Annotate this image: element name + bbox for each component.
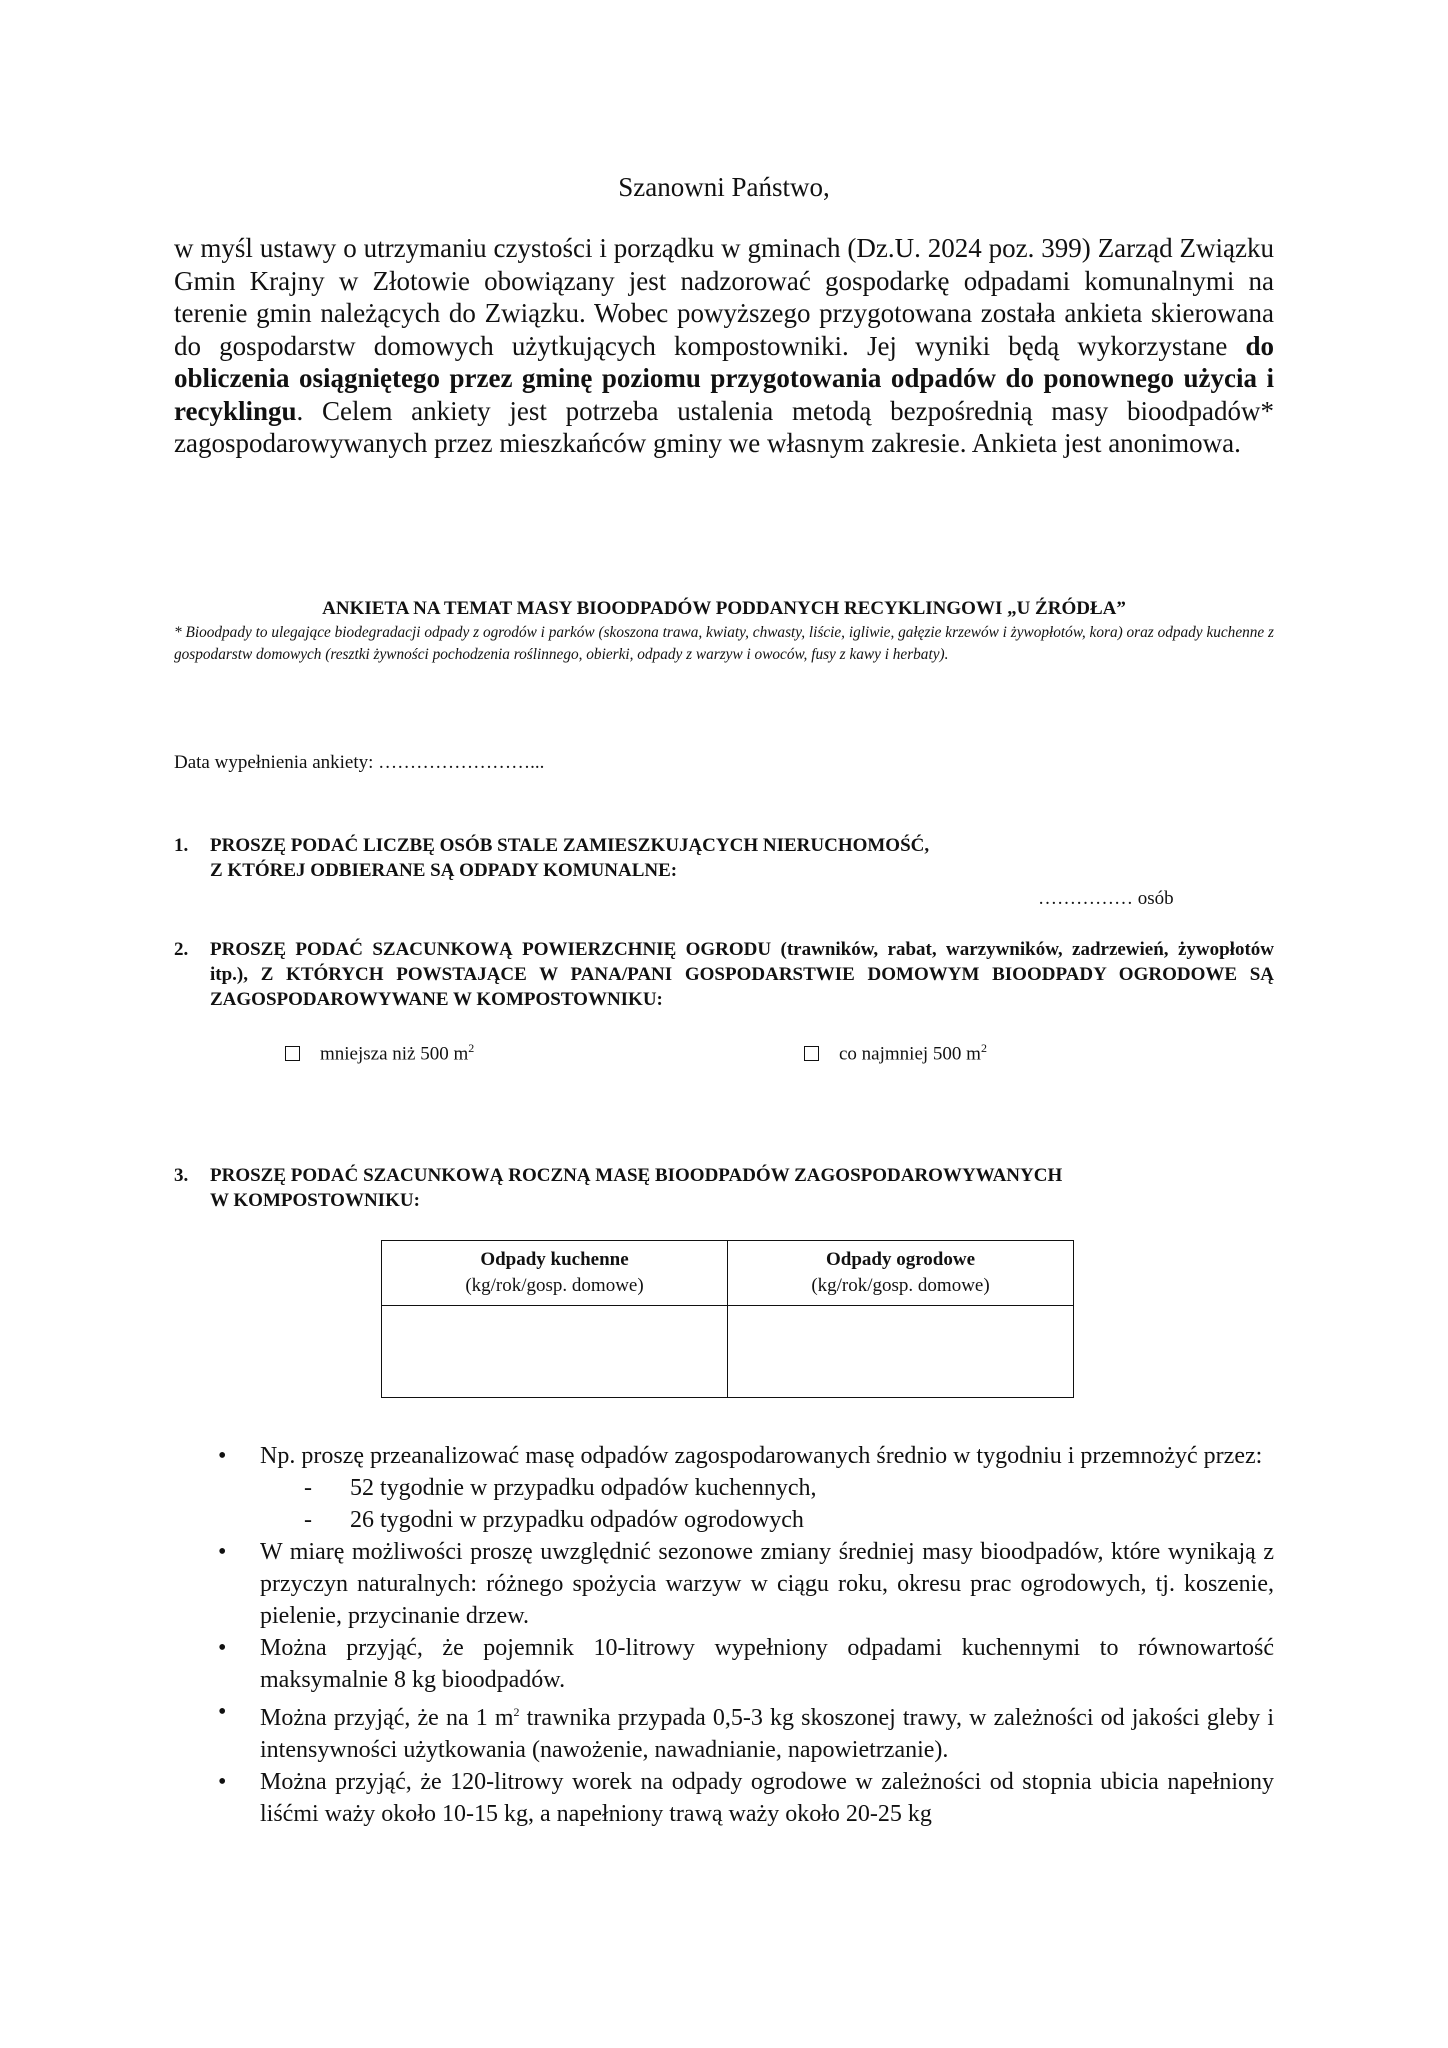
option-label-text: co najmniej 500 m [839,1043,981,1065]
intro-paragraph [174,232,1274,460]
tip-text-part: trawnika przypada 0,5-3 kg skoszonej trawy, w zależności od jakości gleby i intensywności użytkowania (nawożenie, nawadnianie, napowietrzanie). [260,1705,1274,1763]
tip-text: 26 tygodni w przypadku odpadów ogrodowych [350,1507,804,1533]
bullet: • [218,1769,227,1795]
dash: - [304,1507,312,1533]
sub-list-item [174,1472,1274,1504]
option-at-least-500[interactable] [804,1041,987,1065]
intro-text-bold: do obliczenia osiągniętego przez gminę poziomu przygotowania odpadów do ponownego użycia i recyklingu [174,330,1274,426]
dash: - [304,1475,312,1501]
checkbox[interactable] [285,1046,300,1061]
question-text [210,833,1274,883]
bioodpady-footnote: * Bioodpady to ulegające biodegradacji odpady z ogrodów i parków (skoszona trawa, kwiaty, chwasty, liście, igliwie, gałęzie krzewów i żywopłotów, kora) oraz odpady kuchenne z gospodarstw domowych (resztki żywności pochodzenia roślinnego, obierki, odpady z warzyw i owoców, fusy z kawy i herbaty). [174,624,1274,663]
question-text-line: PROSZĘ PODAĆ LICZBĘ OSÓB STALE ZAMIESZKUJĄCYCH NIERUCHOMOŚĆ, [210,835,930,856]
list-item [174,1696,1274,1766]
persons-count-field[interactable]: …………… osób [1038,888,1174,909]
unit-superscript: 2 [468,1041,475,1055]
kitchen-waste-input-cell[interactable] [382,1306,728,1398]
question-number: 2. [174,939,189,960]
bullet: • [218,1443,227,1469]
question-text-line: W KOMPOSTOWNIKU: [210,1190,420,1211]
list-item [174,1632,1274,1696]
question-number: 1. [174,835,189,856]
tip-text: W miarę możliwości proszę uwzględnić sezonowe zmiany średniej masy bioodpadów, które wynikają z przyczyn naturalnych: różnego spożycia warzyw w ciągu roku, okresu prac ogrodowych, tj. koszenie, pielenie, przycinanie drzew. [260,1539,1274,1629]
list-item [174,1536,1274,1632]
header-title: Odpady ogrodowe [825,1249,976,1270]
header-unit: (kg/rok/gosp. domowe) [811,1275,990,1296]
sub-list-item [174,1504,1274,1536]
survey-title: ANKIETA NA TEMAT MASY BIOODPADÓW PODDANYCH RECYKLINGOWI „U ŹRÓDŁA” [322,598,1126,619]
question-2 [174,937,1274,1012]
tip-text [260,1705,1274,1763]
option-label-text: mniejsza niż 500 m [320,1043,469,1065]
question-text-line: Z KTÓREJ ODBIERANE SĄ ODPADY KOMUNALNE: [210,860,678,881]
bullet: • [218,1699,227,1725]
fill-date-field[interactable]: Data wypełnienia ankiety: ……………………... [174,752,545,773]
unit-superscript: 2 [513,1705,520,1719]
tip-text: 52 tygodnie w przypadku odpadów kuchennych, [350,1475,817,1501]
intro-text-part1: w myśl ustawy o utrzymaniu czystości i porządku w gminach (Dz.U. 2024 poz. 399) Zarząd Związku Gmin Krajny w Złotowie obowiązany jest nadzorować gospodarkę odpadami komunalnymi na terenie gmin należących do Związku. Wobec powyższego przygotowana została ankieta skierowana do gospodarstw domowych użytkujących kompostowniki. Jej wyniki będą wykorzystane [174,233,1274,361]
question-text-line: PROSZĘ PODAĆ SZACUNKOWĄ ROCZNĄ MASĘ BIOODPADÓW ZAGOSPODAROWYWANYCH [210,1165,1063,1186]
tip-text: Można przyjąć, że pojemnik 10-litrowy wypełniony odpadami kuchennymi to równowartość maksymalnie 8 kg bioodpadów. [260,1635,1274,1693]
tip-text-part: Można przyjąć, że na 1 m [260,1705,514,1731]
tip-text: Można przyjąć, że 120-litrowy worek na odpady ogrodowe w zależności od stopnia ubicia napełniony liśćmi waży około 10-15 kg, a napełniony trawą waży około 20-25 kg [260,1769,1274,1827]
question-number: 3. [174,1165,189,1186]
header-title: Odpady kuchenne [480,1249,629,1270]
question-3 [174,1163,1274,1213]
intro-text-part2: . Celem ankiety jest potrzeba ustalenia metodą bezpośrednią masy bioodpadów* zagospodarowywanych przez mieszkańców gminy we własnym zakresie. Ankieta jest anonimowa. [174,395,1274,458]
garden-waste-header [728,1241,1074,1306]
header-unit: (kg/rok/gosp. domowe) [465,1275,644,1296]
checkbox[interactable] [804,1046,819,1061]
option-label [320,1041,474,1065]
table-header-row [382,1241,1074,1306]
question-text: PROSZĘ PODAĆ SZACUNKOWĄ POWIERZCHNIĘ OGRODU (trawników, rabat, warzywników, zadrzewień, żywopłotów itp.), Z KTÓRYCH POWSTAJĄCE W PANA/PANI GOSPODARSTWIE DOMOWYM BIOODPADY OGRODOWE SĄ ZAGOSPODAROWYWANE W KOMPOSTOWNIKU: [210,939,1274,1010]
bullet: • [218,1539,227,1565]
salutation: Szanowni Państwo, [618,172,830,202]
option-less-than-500[interactable] [285,1041,474,1065]
bullet: • [218,1635,227,1661]
biowaste-mass-table [381,1240,1074,1398]
question-1 [174,833,1274,883]
unit-superscript: 2 [980,1041,987,1055]
tip-text: Np. proszę przeanalizować masę odpadów zagospodarowanych średnio w tygodniu i przemnożyć przez: [260,1443,1263,1469]
tips-list [174,1440,1274,1830]
list-item [174,1440,1274,1472]
question-text [210,1163,1274,1213]
garden-waste-input-cell[interactable] [728,1306,1074,1398]
table-input-row [382,1306,1074,1398]
kitchen-waste-header [382,1241,728,1306]
option-label [839,1041,987,1065]
list-item [174,1766,1274,1830]
